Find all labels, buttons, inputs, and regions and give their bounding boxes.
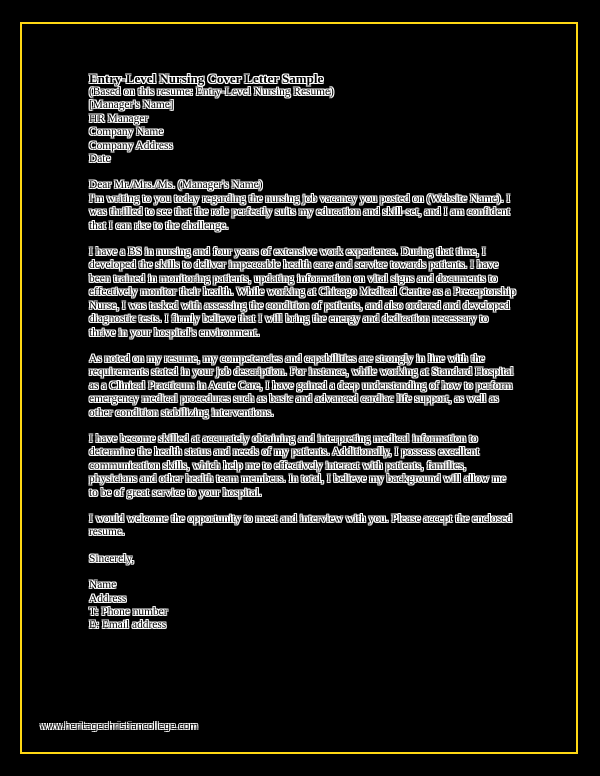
salutation: Dear Mr./Mrs./Ms. (Manager's Name) bbox=[89, 179, 263, 192]
header-line-manager-title: HR Manager bbox=[89, 112, 149, 125]
signature-address: Address bbox=[89, 592, 127, 605]
spacer bbox=[89, 166, 517, 179]
header-line-manager-name: [Manager's Name] bbox=[89, 99, 174, 112]
closing-sincerely: Sincerely, bbox=[89, 552, 135, 565]
header-line-company-name: Company Name bbox=[89, 126, 164, 139]
header-line-date: Date bbox=[89, 153, 111, 166]
body-paragraph-intro: I'm writing to you today regarding the nursing job vacancy you posted on (Website Name). I was thrilled to see that the role perfectly suits my education and skill-set, and I am confident that I can rise to the challenge. bbox=[89, 192, 511, 232]
site-watermark: www.heritagechristiancollege.com bbox=[40, 722, 199, 732]
signature-name: Name bbox=[89, 579, 117, 592]
signature-block bbox=[89, 579, 517, 633]
header-line-company-address: Company Address bbox=[89, 139, 173, 152]
signature-email: E: Email address bbox=[89, 619, 167, 632]
body-paragraph-skills: I have become skilled at accurately obtaining and interpreting medical information to determine the health status and needs of my patients. Additionally, I possess excellent communication skills, which help me to effectively interact with patients, families, physicians and other health team members. In total, I believe my background will allow me to be of great service to your hospital. bbox=[89, 432, 506, 499]
signature-phone: T: Phone number bbox=[89, 606, 168, 618]
body-paragraph-competencies: As noted on my resume, my competencies and capabilities are strongly in line with the requirements stated in your job description. For instance, while working at Standard Hospital as a Clinical Practicum in Acute Care, I have gained a deep understanding of how to perform emergency medical procedures such as basic and advanced cardiac life support, as well as other condition stabilizing interventions. bbox=[89, 352, 514, 419]
body-paragraph-experience: I have a BS in nursing and four years of extensive work experience. During that time, I developed the skills to deliver impeccable health care and service towards patients. I have been trained in monitoring patients, updating information on vital signs and documents to effectively monitor their health. While working at Chicago Medical Centre as a Preceptorship Nurse, I was tasked with assessing the condition of patients, and also ordered and developed diagnostic tests. I firmly believe that I will bring the energy and dedication necessary to thrive in your hospital's environment. bbox=[89, 246, 516, 339]
cover-letter bbox=[89, 71, 517, 633]
letter-title: Entry-Level Nursing Cover Letter Sample bbox=[89, 71, 324, 86]
header-line-source: (Based on this resume: Entry-Level Nursing Resume) bbox=[89, 86, 334, 98]
body-paragraph-closing: I would welcome the opportunity to meet and interview with you. Please accept the enclosed resume. bbox=[89, 512, 512, 539]
letter-header-block bbox=[89, 86, 517, 166]
